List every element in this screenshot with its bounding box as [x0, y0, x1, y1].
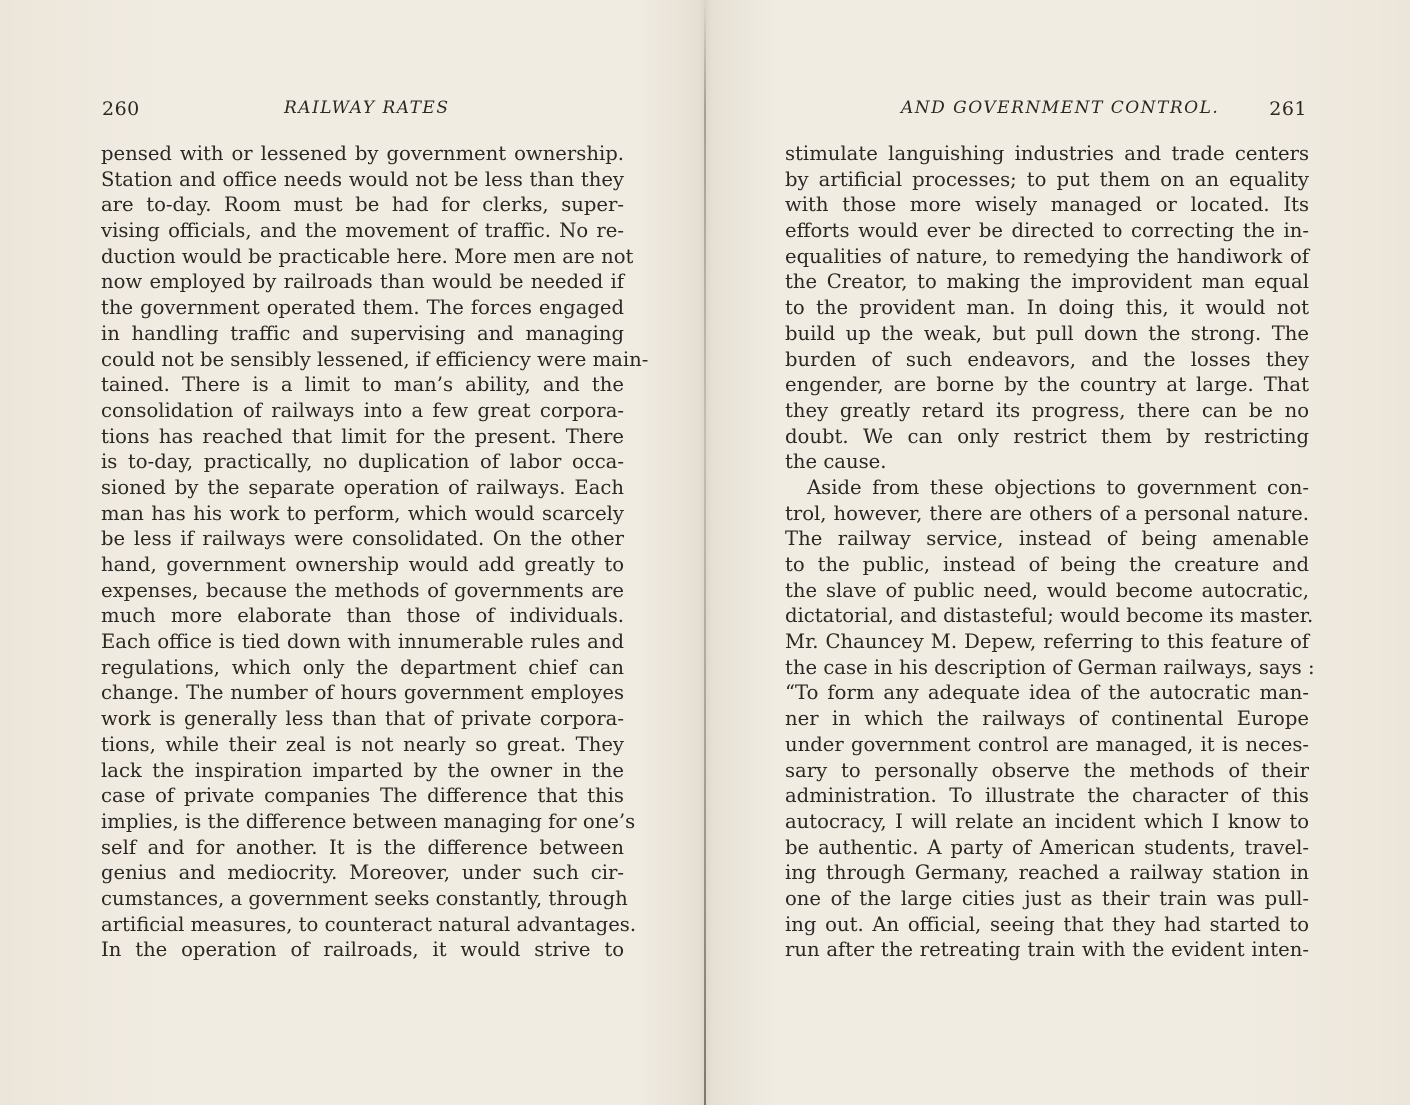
text-line: autocracy, I will relate an incident which I know to [785, 809, 1309, 833]
text-line: the government operated them. The forces engaged [101, 296, 624, 320]
left-page-number: 260 [102, 98, 140, 120]
right-running-title: AND GOVERNMENT CONTROL. [901, 98, 1220, 118]
text-line: the Creator, to making the improvident man equal [785, 270, 1309, 294]
text-line: run after the retreating train with the evident inten- [785, 938, 1309, 962]
text-line: The railway service, instead of being amenable [785, 527, 1309, 551]
text-line: are to-day. Room must be had for clerks, super- [101, 193, 624, 217]
text-line: expenses, because the methods of governments are [101, 578, 624, 602]
text-line: Aside from these objections to government con- [807, 475, 1309, 499]
text-line: Station and office needs would not be less than they [101, 167, 624, 191]
text-line: administration. To illustrate the character of this [785, 784, 1309, 808]
right-page-text [785, 141, 1315, 963]
text-line: tained. There is a limit to man’s ability, and the [101, 373, 624, 397]
text-line: case of private companies The difference that this [101, 784, 624, 808]
text-line: build up the weak, but pull down the strong. The [785, 321, 1309, 345]
text-line: equalities of nature, to remedying the handiwork of [785, 244, 1309, 268]
text-line: sioned by the separate operation of railways. Each [101, 475, 624, 499]
right-page [705, 0, 1410, 1105]
text-line: change. The number of hours government employes [101, 681, 624, 705]
text-line: the cause. [785, 450, 887, 474]
left-page-text [101, 141, 649, 963]
text-line: now employed by railroads than would be needed if [101, 270, 624, 294]
text-line: doubt. We can only restrict them by restricting [785, 424, 1309, 448]
text-line: under government control are managed, it is neces- [785, 732, 1309, 756]
text-line: tions, while their zeal is not nearly so great. They [101, 732, 624, 756]
text-line: ing out. An official, seeing that they had started to [785, 912, 1309, 936]
text-line: the case in his description of German railways, says : [785, 655, 1315, 679]
text-line: efforts would ever be directed to correcting the in- [785, 219, 1309, 243]
text-line: stimulate languishing industries and trade centers [785, 142, 1309, 165]
text-line: genius and mediocrity. Moreover, under such cir- [101, 861, 624, 885]
text-line: could not be sensibly lessened, if efficiency were main- [101, 347, 649, 371]
text-line: Each office is tied down with innumerable rules and [101, 630, 624, 654]
text-line: dictatorial, and distasteful; would become its master. [785, 604, 1314, 628]
text-line: artificial measures, to counteract natural advantages. [101, 912, 637, 936]
text-line: Mr. Chauncey M. Depew, referring to this feature of [785, 630, 1309, 654]
text-line: “To form any adequate idea of the autocratic man- [785, 681, 1309, 705]
text-line: implies, is the difference between managing for one’s [101, 809, 636, 833]
text-line: duction would be practicable here. More men are not [101, 244, 634, 268]
text-line: be less if railways were consolidated. On the other [101, 527, 624, 551]
text-line: be authentic. A party of American students, travel- [785, 835, 1309, 859]
text-line: vising officials, and the movement of traffic. No re- [101, 219, 624, 243]
text-line: self and for another. It is the difference between [101, 835, 624, 859]
text-line: to the provident man. In doing this, it would not [785, 296, 1309, 320]
text-line: consolidation of railways into a few great corpora- [101, 398, 624, 422]
text-line: is to-day, practically, no duplication of labor occa- [101, 450, 624, 474]
text-line: In the operation of railroads, it would strive to [101, 938, 624, 962]
text-line: sary to personally observe the methods of their [785, 758, 1309, 782]
text-line: work is generally less than that of private corpora- [101, 707, 624, 731]
text-line: by artificial processes; to put them on an equality [785, 167, 1309, 191]
text-line: cumstances, a government seeks constantly, through [101, 886, 628, 910]
text-line: with those more wisely managed or located. Its [785, 193, 1309, 217]
text-line: regulations, which only the department chief can [101, 655, 624, 679]
text-line: man has his work to perform, which would scarcely [101, 501, 624, 525]
text-line: lack the inspiration imparted by the owner in the [101, 758, 624, 782]
text-line: to the public, instead of being the creature and [785, 553, 1309, 576]
text-line: in handling traffic and supervising and managing [101, 321, 624, 345]
text-line: much more elaborate than those of individuals. [101, 604, 624, 628]
text-line: hand, government ownership would add greatly to [101, 553, 624, 576]
text-line: tions has reached that limit for the present. There [101, 424, 624, 448]
text-line: pensed with or lessened by government ownership. [101, 142, 624, 165]
text-line: trol, however, there are others of a personal nature. [785, 501, 1309, 525]
text-line: the slave of public need, would become autocratic, [785, 578, 1309, 602]
text-line: they greatly retard its progress, there can be no [785, 398, 1309, 422]
text-line: burden of such endeavors, and the losses they [785, 347, 1309, 371]
right-page-number: 261 [1269, 98, 1307, 120]
left-running-title: RAILWAY RATES [284, 98, 450, 118]
text-line: one of the large cities just as their train was pull- [785, 886, 1309, 910]
text-line: engender, are borne by the country at large. That [785, 373, 1309, 397]
text-line: ner in which the railways of continental Europe [785, 707, 1309, 731]
text-line: ing through Germany, reached a railway station in [785, 861, 1309, 885]
